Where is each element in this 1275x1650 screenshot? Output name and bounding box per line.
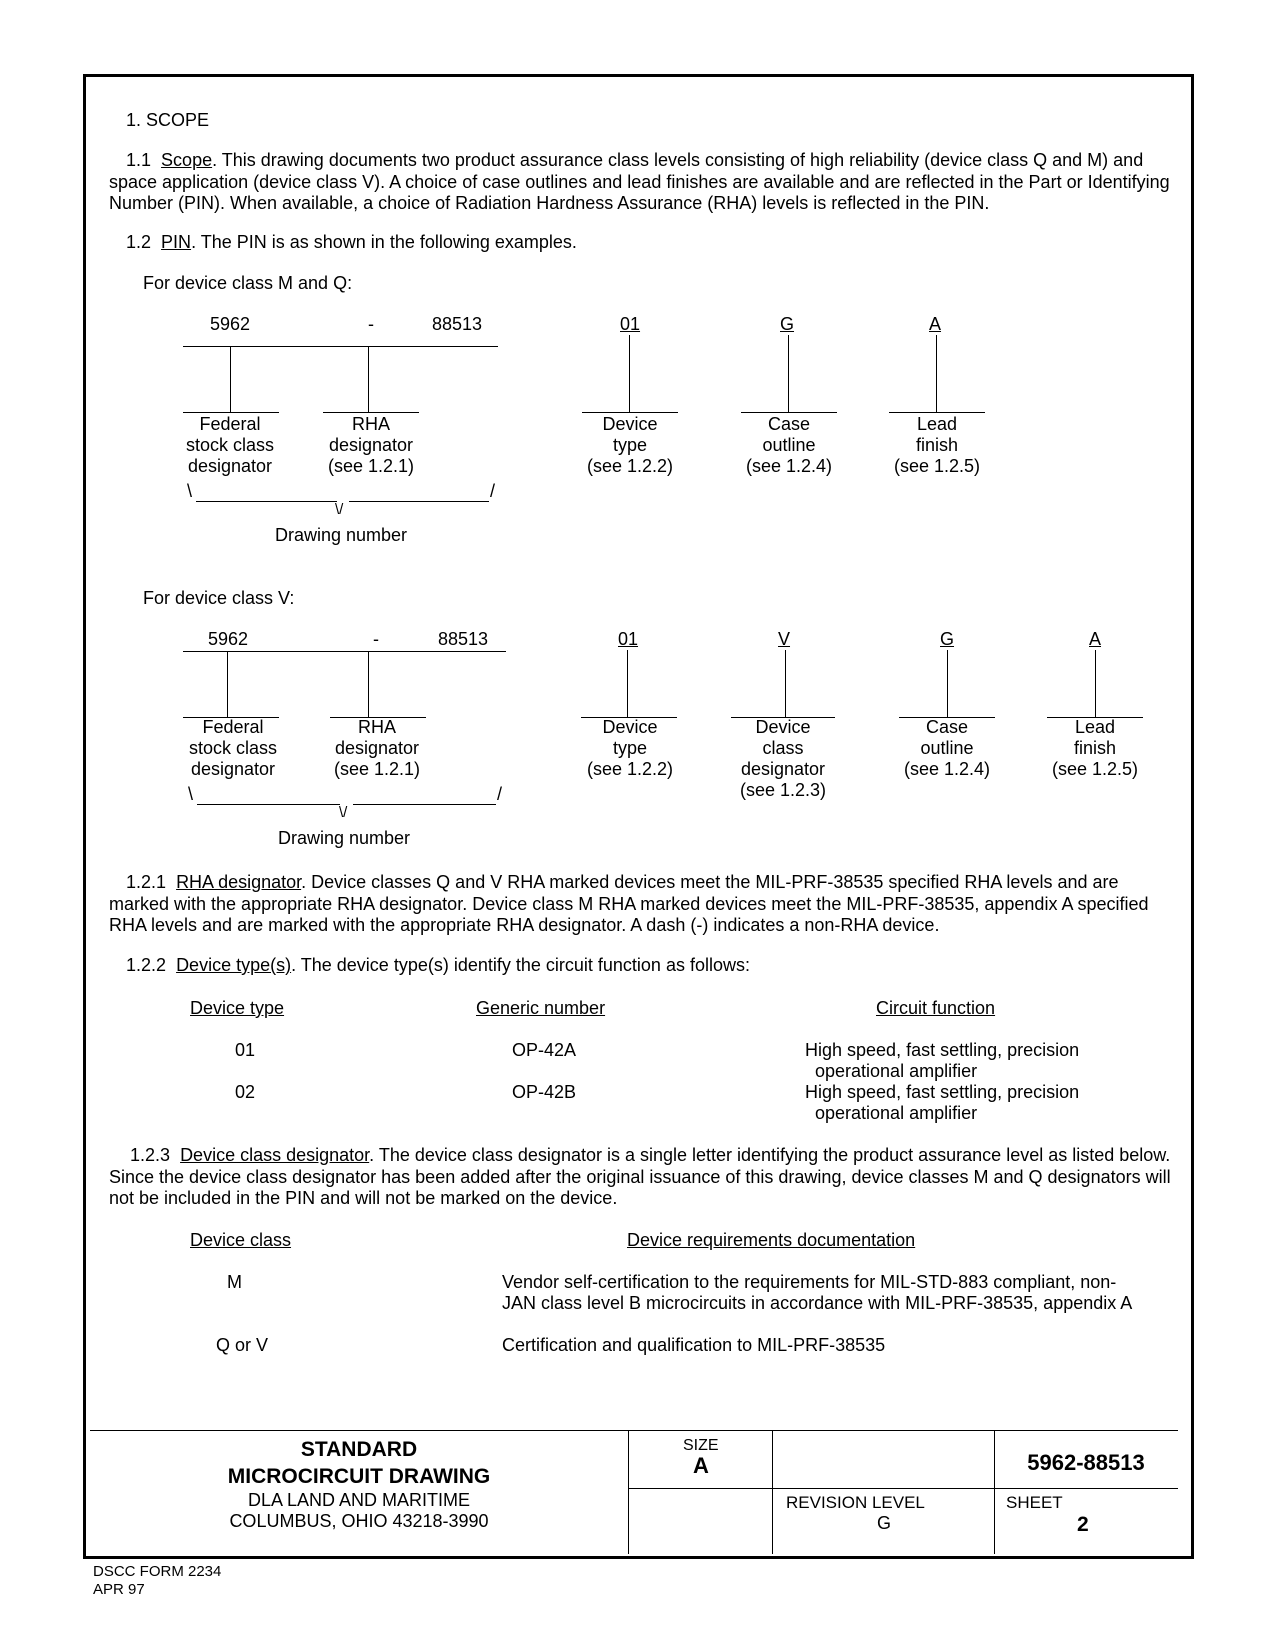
bracket-right: /: [490, 481, 496, 501]
pin-dash: -: [368, 314, 374, 334]
pin-case: G: [780, 314, 795, 334]
table-row-function-cont: operational amplifier: [815, 1061, 978, 1081]
bracket-mid: \/: [339, 804, 348, 821]
table-row-function: High speed, fast settling, precision: [805, 1082, 1080, 1102]
pin-fsc: 5962: [210, 314, 251, 334]
label-device-type: Device type (see 1.2.2): [586, 717, 674, 779]
bracket-left: \: [188, 784, 194, 804]
paragraph-1-2-2: 1.2.2 Device type(s). The device type(s) identify the circuit function as follows:: [126, 955, 750, 975]
drawing-number-label: Drawing number: [275, 525, 408, 545]
pin-device-type: 01: [618, 629, 639, 649]
form-number: DSCC FORM 2234: [93, 1563, 222, 1580]
label-device-class: Device class designator (see 1.2.3): [739, 717, 827, 800]
sheet-number: 2: [1077, 1513, 1089, 1536]
heading-scope: Scope: [161, 150, 213, 170]
paragraph-1-2-1: 1.2.1 RHA designator. Device classes Q and V RHA marked devices meet the MIL-PRF-38535 specified RHA levels and are marked with the appropriate RHA designator. Device class M RHA marked devices meet the MIL-PRF-38535, appendix A specified RHA levels and are marked with the appropriate RHA designator. A dash (-) indicates a non-RHA device.: [109, 872, 1149, 935]
heading-device-class-designator: Device class designator: [180, 1145, 370, 1165]
table-row-class: M: [227, 1272, 242, 1292]
size-label: SIZE: [683, 1437, 719, 1454]
label-federal: Federal stock class designator: [185, 414, 275, 476]
table-row-generic: OP-42A: [512, 1040, 577, 1060]
sheet-label: SHEET: [1006, 1493, 1063, 1512]
heading-pin: PIN: [161, 232, 192, 252]
drawing-number: 5962-88513: [1027, 1450, 1145, 1475]
pin-device-class: V: [778, 629, 791, 649]
label-rha: RHA designator (see 1.2.1): [333, 717, 421, 779]
table-row-class: Q or V: [216, 1335, 269, 1355]
org-address: COLUMBUS, OHIO 43218-3990: [229, 1511, 489, 1531]
heading-device-types: Device type(s): [176, 955, 292, 975]
table-row-type: 02: [235, 1082, 256, 1102]
form-date: APR 97: [93, 1581, 145, 1598]
revision-level-value: G: [877, 1513, 892, 1533]
header-device-class: Device class: [190, 1230, 292, 1250]
table-row-generic: OP-42B: [512, 1082, 577, 1102]
label-device-type: Device type (see 1.2.2): [586, 414, 674, 476]
paragraph-1-2: 1.2 PIN. The PIN is as shown in the following examples.: [126, 232, 577, 252]
bracket-left: \: [187, 481, 193, 501]
pin-lead: A: [929, 314, 942, 334]
pin-device-type: 01: [620, 314, 641, 334]
label-case: Case outline (see 1.2.4): [745, 414, 833, 476]
pin-number: 88513: [438, 629, 489, 649]
header-device-type: Device type: [190, 998, 285, 1018]
section-title: 1. SCOPE: [126, 110, 210, 130]
table-row-doc: Certification and qualification to MIL-PRF-38535: [502, 1335, 886, 1355]
pin-number: 88513: [432, 314, 483, 334]
label-rha: RHA designator (see 1.2.1): [327, 414, 415, 476]
header-circuit-function: Circuit function: [876, 998, 996, 1018]
pin-case: G: [940, 629, 955, 649]
bracket-right: /: [497, 784, 503, 804]
table-row-doc-cont: JAN class level B microcircuits in accordance with MIL-PRF-38535, appendix A: [502, 1293, 1133, 1313]
pin-fsc: 5962: [208, 629, 249, 649]
header-generic-number: Generic number: [476, 998, 606, 1018]
revision-level-label: REVISION LEVEL: [786, 1493, 925, 1512]
label-lead: Lead finish (see 1.2.5): [893, 414, 981, 476]
label-federal: Federal stock class designator: [188, 717, 278, 779]
table-row-type: 01: [235, 1040, 256, 1060]
paragraph-1-1: 1.1 Scope. This drawing documents two product assurance class levels consisting of high reliability (device class Q and M) and space application (device class V). A choice of case outlines and lead finishes are available and are reflected in the Part or Identifying Number (PIN). When available, a choice of Radiation Hardness Assurance (RHA) levels is reflected in the PIN.: [109, 150, 1170, 213]
diagram-mq-intro: For device class M and Q:: [143, 273, 353, 293]
pin-lead: A: [1089, 629, 1102, 649]
diagram-v-intro: For device class V:: [143, 588, 295, 608]
label-case: Case outline (see 1.2.4): [903, 717, 991, 779]
heading-rha-designator: RHA designator: [176, 872, 302, 892]
title-microcircuit-drawing: MICROCIRCUIT DRAWING: [227, 1465, 491, 1488]
size-value: A: [693, 1453, 709, 1478]
header-device-requirements: Device requirements documentation: [627, 1230, 916, 1250]
label-lead: Lead finish (see 1.2.5): [1051, 717, 1139, 779]
paragraph-1-2-3: 1.2.3 Device class designator. The device class designator is a single letter identifying the product assurance level as listed below. Since the device class designator has been added after the original issuance of this drawing, device classes M and Q designators will not be included in the PIN and will not be marked on the device.: [109, 1145, 1171, 1208]
org-name: DLA LAND AND MARITIME: [247, 1490, 471, 1510]
table-row-function: High speed, fast settling, precision: [805, 1040, 1080, 1060]
table-row-function-cont: operational amplifier: [815, 1103, 978, 1123]
table-row-doc: Vendor self-certification to the requirements for MIL-STD-883 compliant, non-: [502, 1272, 1117, 1292]
bracket-mid: \/: [335, 501, 344, 518]
pin-dash: -: [373, 629, 379, 649]
title-standard: STANDARD: [300, 1438, 418, 1461]
drawing-number-label: Drawing number: [278, 828, 411, 848]
